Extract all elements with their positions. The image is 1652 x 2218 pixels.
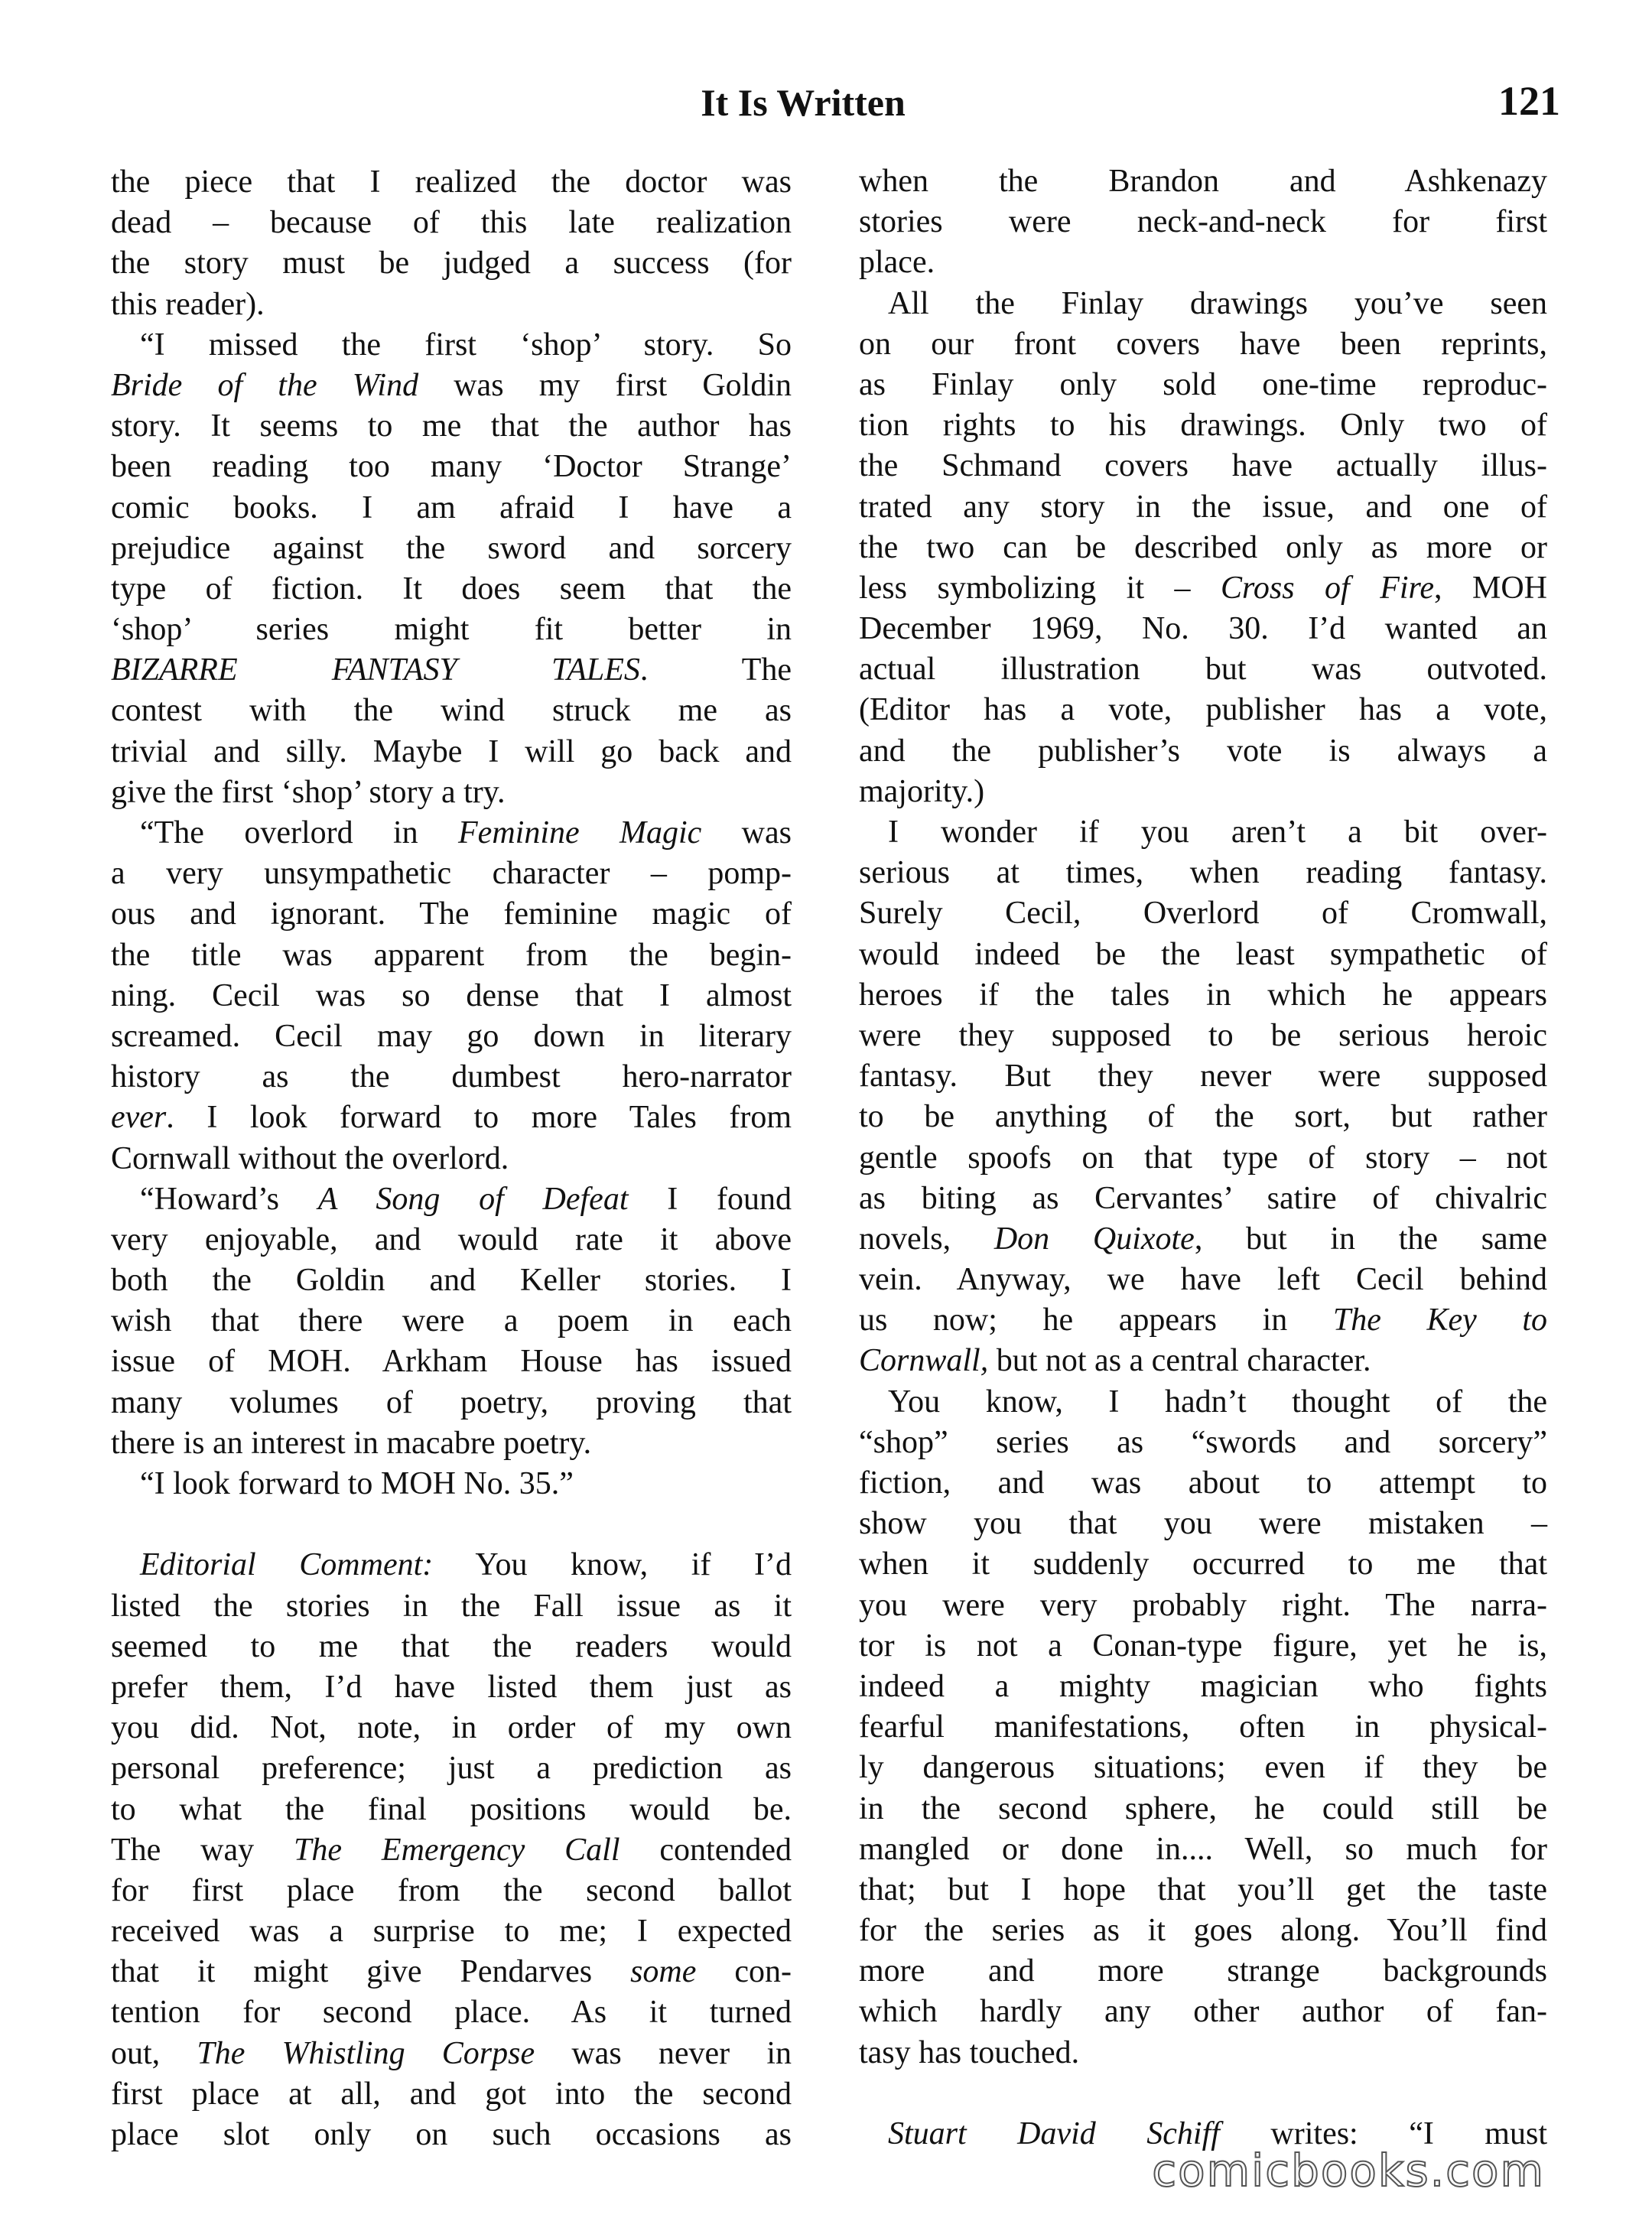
text-line: that it might give Pendarves some con- [111,1954,792,1990]
text-line: ever. I look forward to more Tales from [111,1100,792,1136]
text-line: out, The Whistling Corpse was never in [111,2035,792,2071]
text-line: seemed to me that the readers would [111,1628,792,1664]
text-line: give the first ‘shop’ story a try. [111,774,506,810]
text-line: Cornwall without the overlord. [111,1140,509,1176]
text-line: issue of MOH. Arkham House has issued [111,1344,792,1380]
text-line: listed the stories in the Fall issue as it [111,1588,792,1624]
text-line: the Schmand covers have actually illus- [859,448,1547,484]
watermark: comicbooks.com [1152,2145,1545,2197]
text-line: You know, I hadn’t thought of the [888,1384,1547,1420]
text-line: on our front covers have been reprints, [859,326,1547,362]
text-line: and the publisher’s vote is always a [859,733,1547,769]
text-line: wish that there were a poem in each [111,1303,792,1339]
text-line: for the series as it goes along. You’ll find [859,1913,1547,1949]
text-line: show you that you were mistaken – [859,1506,1547,1542]
text-line: both the Goldin and Keller stories. I [111,1263,792,1299]
text-line: tor is not a Conan-type figure, yet he is, [859,1628,1547,1664]
text-line: “Howard’s A Song of Defeat I found [140,1181,792,1217]
text-line: I wonder if you aren’t a bit over- [888,815,1547,850]
text-line: to what the final positions would be. [111,1791,792,1827]
text-line: indeed a mighty magician who fights [859,1668,1547,1704]
text-line: prejudice against the sword and sorcery [111,530,792,566]
text-line: personal preference; just a prediction as [111,1751,792,1787]
text-line [111,1504,792,1545]
text-line: fiction, and was about to attempt to [859,1465,1547,1501]
text-line: mangled or done in.... Well, so much for [859,1831,1547,1867]
text-line: the two can be described only as more or [859,529,1547,565]
text-line: tasy has touched. [859,2034,1080,2070]
text-line: screamed. Cecil may go down in literary [111,1018,792,1054]
text-line: ly dangerous situations; even if they be [859,1750,1547,1786]
text-line: us now; he appears in The Key to [859,1303,1547,1338]
text-line: to be anything of the sort, but rather [859,1099,1547,1135]
text-line: type of fiction. It does seem that the [111,571,792,607]
text-line: “I look forward to MOH No. 35.” [140,1466,574,1501]
text-line: novels, Don Quixote, but in the same [859,1221,1547,1257]
text-line: gentle spoofs on that type of story – not [859,1140,1547,1176]
text-line: “The overlord in Feminine Magic was [140,815,792,850]
text-line: when the Brandon and Ashkenazy [859,164,1547,199]
text-line: the story must be judged a success (for [111,246,792,281]
text-line: this reader). [111,286,265,322]
text-line: BIZARRE FANTASY TALES. The [111,652,792,688]
text-line: more and more strange backgrounds [859,1953,1547,1989]
text-line: in the second sphere, he could still be [859,1790,1547,1826]
text-line: as biting as Cervantes’ satire of chivalric [859,1180,1547,1216]
text-line: trivial and silly. Maybe I will go back and [111,733,792,769]
text-line: prefer them, I’d have listed them just as [111,1669,792,1705]
text-line: that; but I hope that you’ll get the taste [859,1872,1547,1907]
text-line: as Finlay only sold one-time reproduc- [859,366,1547,402]
text-line: Editorial Comment: You know, if I’d [140,1547,792,1583]
text-line: for first place from the second ballot [111,1872,792,1908]
text-line: Bride of the Wind was my first Goldin [111,367,792,403]
text-line: “shop” series as “swords and sorcery” [859,1424,1547,1460]
text-line: the title was apparent from the begin- [111,937,792,973]
text-line: (Editor has a vote, publisher has a vote, [859,692,1547,728]
right-text-column [859,161,1547,2155]
text-line: stories were neck-and-neck for first [859,204,1547,240]
text-line: dead – because of this late realization [111,205,792,241]
left-text-column [111,162,792,2155]
text-line: when it suddenly occurred to me that [859,1546,1547,1582]
text-line: history as the dumbest hero-narrator [111,1059,792,1095]
text-line: place. [859,245,935,281]
text-line: which hardly any other author of fan- [859,1994,1547,2030]
text-line: Surely Cecil, Overlord of Cromwall, [859,896,1547,932]
text-line: All the Finlay drawings you’ve seen [888,285,1547,321]
text-line: The way The Emergency Call contended [111,1832,792,1868]
text-line: tention for second place. As it turned [111,1995,792,2031]
text-line: Cornwall, but not as a central character. [859,1343,1371,1379]
text-line: the piece that I realized the doctor was [111,164,792,200]
text-line: there is an interest in macabre poetry. [111,1425,592,1461]
text-line: tion rights to his drawings. Only two of [859,408,1547,444]
text-line: a very unsympathetic character – pomp- [111,856,792,892]
text-line: received was a surprise to me; I expected [111,1914,792,1950]
text-line: would indeed be the least sympathetic of [859,936,1547,972]
text-line: contest with the wind struck me as [111,693,792,729]
text-line: December 1969, No. 30. I’d wanted an [859,611,1547,647]
text-line: story. It seems to me that the author has [111,408,792,444]
text-line: been reading too many ‘Doctor Strange’ [111,449,792,485]
text-line: trated any story in the issue, and one of [859,489,1547,525]
text-line: majority.) [859,773,985,809]
text-line: you did. Not, note, in order of my own [111,1710,792,1746]
running-title: It Is Written [701,81,906,124]
text-line [859,2073,1547,2114]
text-line: comic books. I am afraid I have a [111,489,792,525]
page-number: 121 [1498,78,1560,124]
text-line: you were very probably right. The narra- [859,1587,1547,1623]
text-line: Stuart David Schiff writes: “I must [888,2116,1547,2151]
text-line: fearful manifestations, often in physical- [859,1709,1547,1745]
text-line: first place at all, and got into the second [111,2076,792,2112]
text-line: “I missed the first ‘shop’ story. So [140,327,792,363]
text-line: actual illustration but was outvoted. [859,652,1547,688]
text-line: heroes if the tales in which he appears [859,977,1547,1013]
text-line: fantasy. But they never were supposed [859,1059,1547,1094]
text-line: vein. Anyway, we have left Cecil behind [859,1262,1547,1298]
page-header [0,0,1652,153]
text-line: many volumes of poetry, proving that [111,1384,792,1420]
text-line: were they supposed to be serious heroic [859,1017,1547,1053]
text-line: very enjoyable, and would rate it above [111,1221,792,1257]
text-line: ‘shop’ series might fit better in [111,612,792,648]
text-line: place slot only on such occasions as [111,2117,792,2152]
text-line: less symbolizing it – Cross of Fire, MOH [859,570,1548,606]
text-line: ning. Cecil was so dense that I almost [111,977,792,1013]
text-line: serious at times, when reading fantasy. [859,855,1547,891]
text-line: ous and ignorant. The feminine magic of [111,896,792,932]
